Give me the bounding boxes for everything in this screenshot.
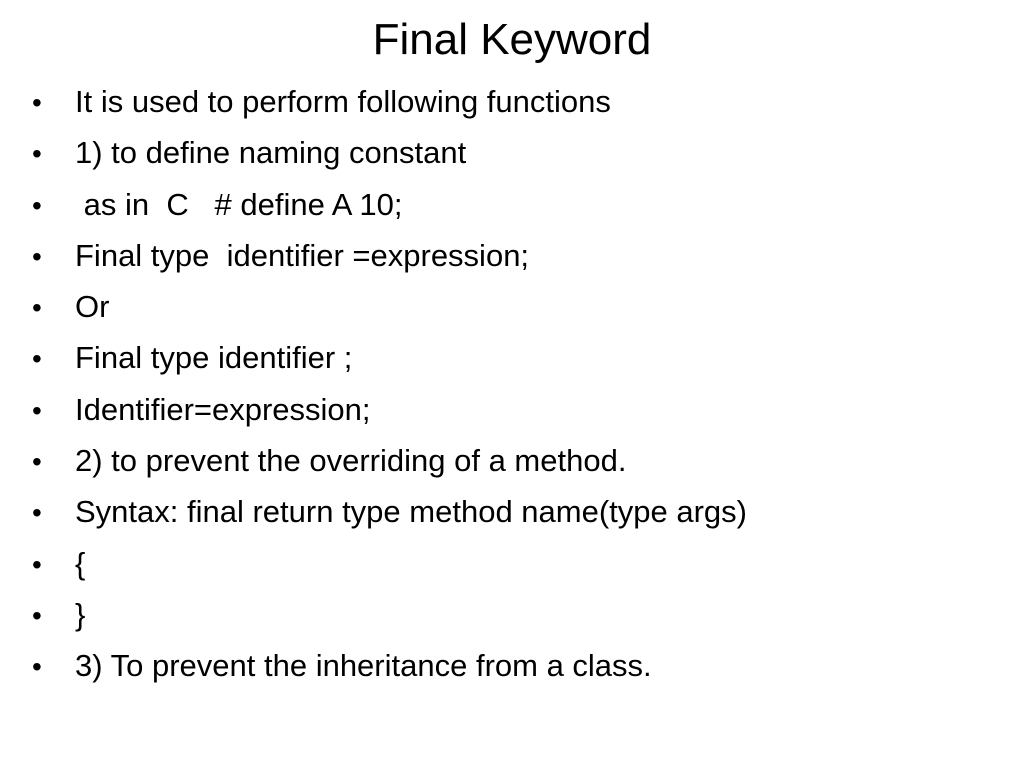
bullet-icon: • <box>32 138 42 170</box>
bullet-item <box>32 281 992 332</box>
bullet-icon: • <box>32 651 42 683</box>
bullet-item <box>32 384 992 435</box>
bullet-item <box>32 76 992 127</box>
bullet-icon: • <box>32 292 42 324</box>
bullet-text: 2) to prevent the overriding of a method. <box>75 443 627 479</box>
bullet-icon: • <box>32 599 42 631</box>
bullet-icon: • <box>32 240 42 272</box>
bullet-icon: • <box>32 446 42 478</box>
bullet-icon: • <box>32 189 42 221</box>
bullet-icon: • <box>32 87 42 118</box>
bullet-text: Or <box>75 289 110 325</box>
bullet-text: Syntax: final return type method name(type args) <box>75 494 747 530</box>
bullet-list <box>32 76 992 692</box>
bullet-item <box>32 640 992 691</box>
bullet-item <box>32 589 992 640</box>
bullet-icon: • <box>32 343 42 375</box>
bullet-item <box>32 230 992 281</box>
bullet-item <box>32 486 992 537</box>
bullet-text: } <box>75 596 86 632</box>
bullet-icon: • <box>32 497 42 529</box>
bullet-text: Final type identifier ; <box>75 340 353 376</box>
bullet-text: Final type identifier =expression; <box>75 237 530 273</box>
bullet-item <box>32 179 992 230</box>
bullet-item <box>32 127 992 178</box>
bullet-text: It is used to perform following functions <box>75 84 611 119</box>
bullet-text: Identifier=expression; <box>75 391 371 427</box>
bullet-text: as in C # define A 10; <box>75 186 403 222</box>
bullet-icon: • <box>32 548 42 580</box>
bullet-text: { <box>75 545 86 581</box>
bullet-item <box>32 435 992 486</box>
bullet-item <box>32 538 992 589</box>
bullet-text: 3) To prevent the inheritance from a class. <box>75 648 652 684</box>
bullet-item <box>32 332 992 383</box>
bullet-icon: • <box>32 394 42 426</box>
slide-title: Final Keyword <box>372 15 652 64</box>
bullet-text: 1) to define naming constant <box>75 135 467 171</box>
